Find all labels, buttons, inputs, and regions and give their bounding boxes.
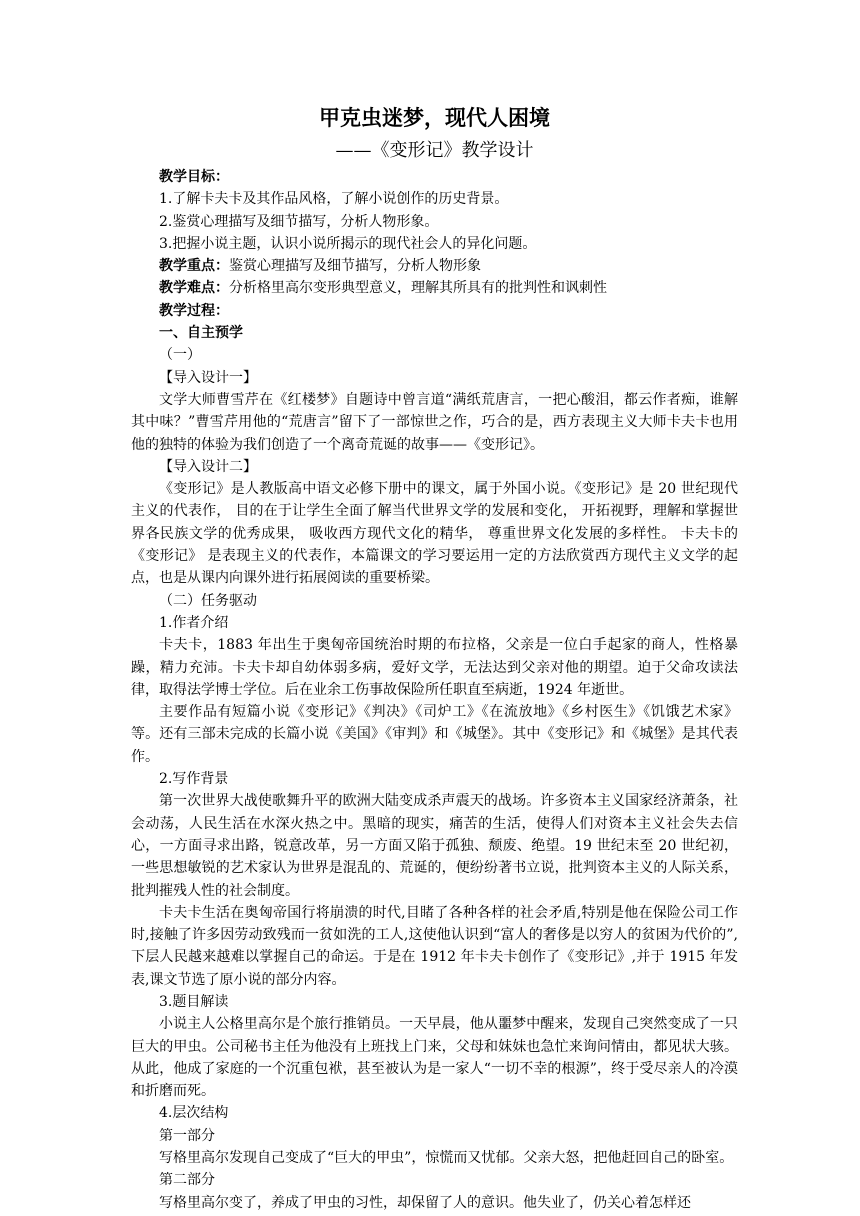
background-paragraph: 卡夫卡生活在奥匈帝国行将崩溃的时代,目睹了各种各样的社会矛盾,特别是他在保险公司工作时,接触了许多因劳动致残而一贫如洗的工人,这使他认识到“富人的奢侈是以穷人的贫困为代价的”,下层人民越来越难以掌握自己的命运。于是在 1912 年卡夫卡创作了《变形记》,并于 1915 年发表,课文节选了原小说的部分内容。: [131, 904, 738, 988]
goal-item: 3.把握小说主题，认识小说所揭示的现代社会人的异化问题。: [159, 235, 537, 252]
goal-item: 1.了解卡夫卡及其作品风格，了解小说创作的历史背景。: [159, 191, 509, 208]
structure-part1-text: 写格里高尔发现自己变成了“巨大的甲虫”，惊慌而又忧郁。父亲大怒，把他赶回自己的卧室。: [159, 1150, 734, 1167]
structure-part2-text: 写格里高尔变了，养成了甲虫的习性，却保留了人的意识。他失业了，仍关心着怎样还: [159, 1194, 691, 1211]
author-paragraph: 卡夫卡，1883 年出生于奥匈帝国统治时期的布拉格，父亲是一位白手起家的商人，性格暴躁，精力充沛。卡夫卡却自幼体弱多病，爱好文学，无法达到父亲对他的期望。迫于父命攻读法律，取得法学博士学位。后在业余工伤事故保险所任职直至病逝，1924 年逝世。: [131, 637, 738, 698]
background-heading: 2.写作背景: [159, 771, 229, 788]
title-reading-paragraph: 小说主人公格里高尔是个旅行推销员。一天早晨，他从噩梦中醒来，发现自己突然变成了一只巨大的甲虫。公司秘书主任为他没有上班找上门来，父母和妹妹也急忙来询问情由，都见状大骇。从此，他成了家庭的一个沉重包袱，甚至被认为是一家人“一切不幸的根源”，终于受尽亲人的冷漠和折磨而死。: [131, 1016, 738, 1100]
structure-part1-label: 第一部分: [159, 1127, 215, 1144]
difficulty-text: 分析格里高尔变形典型意义，理解其所具有的批判性和讽刺性: [229, 280, 607, 297]
author-works-paragraph: 主要作品有短篇小说《变形记》《判决》《司炉工》《在流放地》《乡村医生》《饥饿艺术家》等。还有三部未完成的长篇小说《美国》《审判》和《城堡》。其中《变形记》和《城堡》是其代表作。: [131, 704, 738, 765]
structure-heading: 4.层次结构: [159, 1105, 229, 1122]
document-subtitle: ——《变形记》教学设计: [335, 140, 534, 161]
document-body: [131, 102, 738, 1214]
title-reading-heading: 3.题目解读: [159, 993, 229, 1010]
section-heading-self-study: 一、自主预学: [159, 325, 243, 342]
structure-part2-label: 第二部分: [159, 1172, 215, 1189]
subsection-one: （一）: [159, 347, 201, 364]
intro1-label: 【导入设计一】: [159, 369, 257, 386]
focus-text: 鉴赏心理描写及细节描写，分析人物形象: [229, 258, 481, 275]
document-title: 甲克虫迷梦，现代人困境: [319, 106, 550, 130]
goals-heading: [131, 166, 738, 188]
intro2-text: 《变形记》是人教版高中语文必修下册中的课文，属于外国小说。《变形记》是 20 世纪现代主义的代表作， 目的在于让学生全面了解当代世界文学的发展和变化， 开拓视野，理解和掌握世界各民族文学的优秀成果， 吸收西方现代文化的精华， 尊重世界文化发展的多样性。 卡夫卡的《变形记》 是表现主义的代表作，本篇课文的学习要运用一定的方法欣赏西方现代主义文学的起点，也是从课内向课外进行拓展阅读的重要桥梁。: [131, 481, 738, 587]
difficulty-line: [131, 277, 738, 299]
focus-line: [131, 255, 738, 277]
focus-label: 教学重点：: [159, 258, 229, 275]
background-paragraph: 第一次世界大战使歌舞升平的欧洲大陆变成杀声震天的战场。许多资本主义国家经济萧条，社会动荡，人民生活在水深火热之中。黑暗的现实，痛苦的生活，使得人们对资本主义社会失去信心，一方面寻求出路，锐意改革，另一方面又陷于孤独、颓废、绝望。19 世纪末至 20 世纪初，一些思想敏锐的艺术家认为世界是混乱的、荒诞的，便纷纷著书立说，批判资本主义的人际关系，批判摧残人性的社会制度。: [131, 793, 738, 899]
subsection-task-driven: （二）任务驱动: [159, 592, 257, 609]
process-heading: 教学过程：: [159, 302, 229, 319]
author-heading: 1.作者介绍: [159, 614, 229, 631]
goal-item: 2.鉴赏心理描写及细节描写，分析人物形象。: [159, 213, 439, 230]
goals-label: 教学目标：: [159, 169, 229, 185]
intro1-text: 文学大师曹雪芹在《红楼梦》自题诗中曾言道“满纸荒唐言，一把心酸泪，都云作者痴，谁解其中味？”曹雪芹用他的“荒唐言”留下了一部惊世之作，巧合的是，西方表现主义大师卡夫卡也用他的独特的体验为我们创造了一个离奇荒诞的故事——《变形记》。: [131, 391, 738, 453]
difficulty-label: 教学难点：: [159, 280, 229, 297]
intro2-label: 【导入设计二】: [159, 458, 257, 475]
